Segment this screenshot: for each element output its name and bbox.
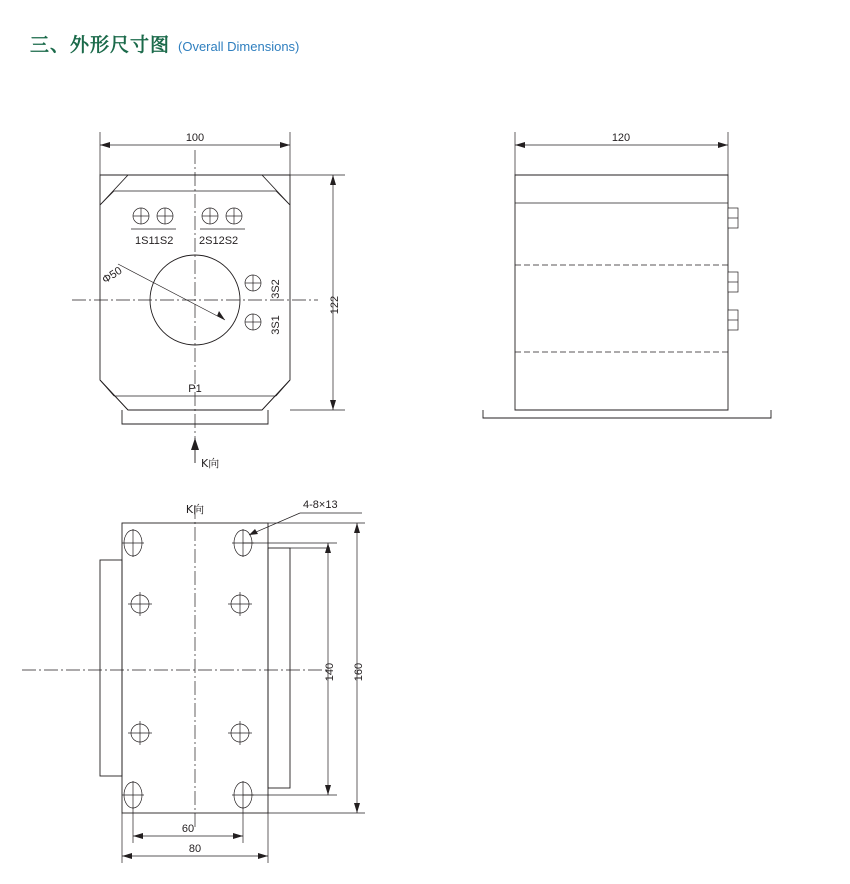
front-bore-label: Φ50: [100, 264, 125, 287]
k-dim-hole-pitch-h-label: 60: [181, 823, 195, 835]
front-dim-width-label: 100: [185, 132, 205, 144]
front-terminal-label-1: 1S11S2: [135, 235, 174, 247]
page-title-en: (Overall Dimensions): [178, 39, 300, 54]
k-view-mount-hole-bottom-right: [228, 721, 252, 745]
front-terminal-label-3s1: 3S1: [270, 315, 282, 335]
side-dim-width-label: 120: [611, 132, 631, 144]
page-title-cn: 三、外形尺寸图: [30, 34, 171, 56]
front-view-inner-edge-left: [100, 191, 114, 205]
k-dim-hole-pitch-v-label: 140: [324, 662, 336, 682]
k-dim-80-arrow-right: [258, 853, 268, 859]
front-view-terminal-group-2: [202, 208, 242, 224]
side-view-terminal-tab-1: [728, 208, 738, 228]
k-dim-140-arrow-bottom: [325, 785, 331, 795]
front-dim-122-arrow-top: [330, 175, 336, 185]
k-dim-80-arrow-left: [122, 853, 132, 859]
k-view-hole-callout-leader: [249, 513, 300, 535]
k-view-direction-label: K向: [185, 503, 205, 516]
k-dim-160-arrow-bottom: [354, 803, 360, 813]
side-view-terminal-tab-2: [728, 272, 738, 292]
front-dim-100-arrow-right: [280, 142, 290, 148]
front-view-terminal-3s1: [245, 314, 261, 330]
front-view-bore-leader-arrow: [217, 311, 225, 320]
k-view-slot-hole-top-left: [122, 529, 144, 557]
k-view-left-extension: [100, 560, 122, 776]
front-view-k-arrow-head: [191, 438, 199, 450]
front-dim-122-arrow-bottom: [330, 400, 336, 410]
front-dim-100-arrow-left: [100, 142, 110, 148]
k-direction-view: [22, 499, 365, 863]
k-dim-60-arrow-left: [133, 833, 143, 839]
k-dim-plate-height-label: 160: [353, 662, 365, 682]
side-view-terminal-tab-3: [728, 310, 738, 330]
front-terminal-label-2: 2S12S2: [199, 235, 239, 247]
front-view-terminal-3s2: [245, 275, 261, 291]
front-view-bore-leader: [118, 264, 225, 320]
k-dim-160-arrow-top: [354, 523, 360, 533]
front-view-inner-edge-left2: [100, 380, 114, 396]
front-primary-label: P1: [188, 383, 202, 395]
k-view-slot-hole-bottom-left: [122, 781, 144, 809]
side-view: [483, 132, 771, 418]
front-view-terminal-group-1: [133, 208, 173, 224]
k-view-right-extension: [268, 548, 290, 788]
side-dim-120-arrow-left: [515, 142, 525, 148]
front-view: [72, 132, 345, 470]
front-dim-height-label: 122: [329, 295, 341, 315]
side-view-outline: [515, 175, 728, 410]
k-view-mount-hole-top-right: [228, 592, 252, 616]
front-view-inner-edge-right2: [276, 380, 290, 396]
k-view-mount-hole-top-left: [128, 592, 152, 616]
k-view-hole-callout-arrow: [249, 529, 258, 535]
k-dim-60-arrow-right: [233, 833, 243, 839]
front-terminal-label-3s2: 3S2: [270, 279, 282, 299]
side-view-base-plate: [483, 410, 771, 418]
side-dim-120-arrow-right: [718, 142, 728, 148]
front-k-direction-label: K向: [201, 457, 220, 470]
k-view-mount-hole-bottom-left: [128, 721, 152, 745]
k-dim-plate-width-label: 80: [188, 843, 202, 855]
k-view-hole-callout-label: 4-8×13: [303, 499, 338, 511]
front-view-inner-edge-right: [276, 191, 290, 205]
